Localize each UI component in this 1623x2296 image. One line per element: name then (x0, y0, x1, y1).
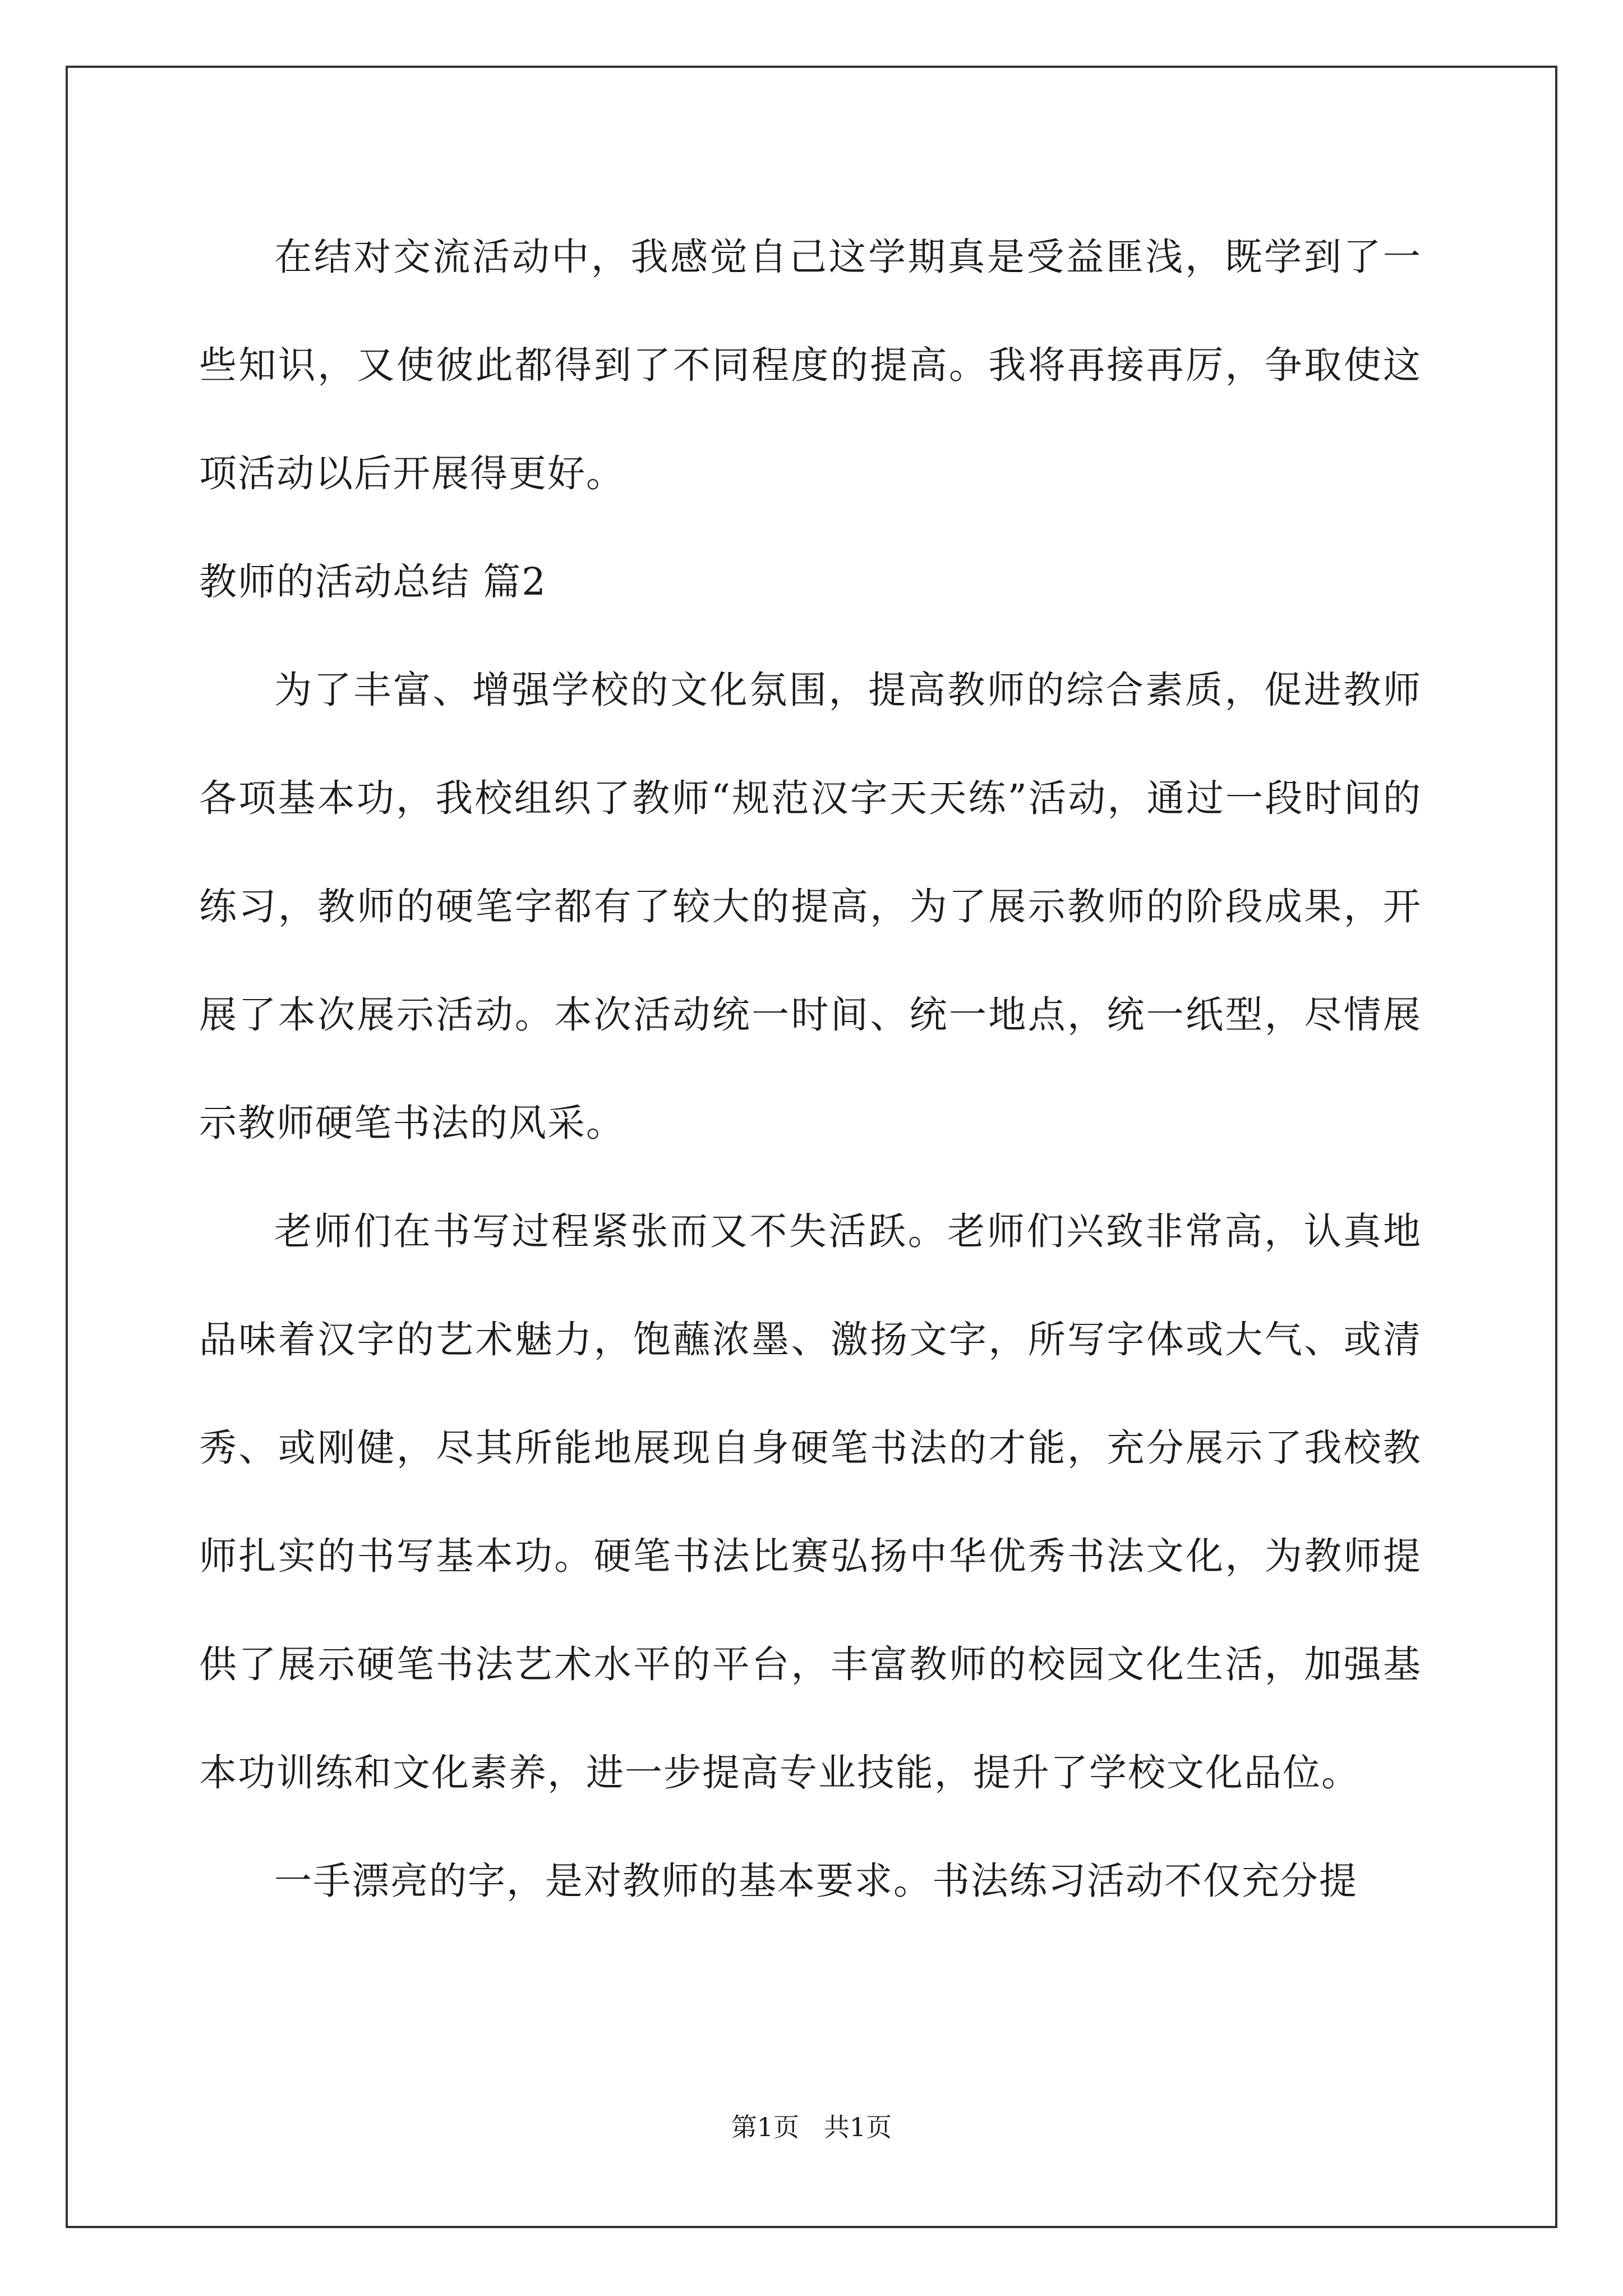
document-body (199, 203, 1422, 1935)
section-heading: 教师的活动总结 篇2 (199, 560, 547, 604)
paragraph: 为了丰富、增强学校的文化氛围，提高教师的综合素质，促进教师各项基本功，我校组织了教师“规范汉字天天练”活动，通过一段时间的练习，教师的硬笔字都有了较大的提高，为了展示教师的阶段成果，开展了本次展示活动。本次活动统一时间、统一地点，统一纸型，尽情展示教师硬笔书法的风采。 (199, 668, 1422, 1145)
page-number-footer: 第1页 共1页 (731, 2112, 892, 2142)
paragraph: 在结对交流活动中，我感觉自己这学期真是受益匪浅，既学到了一些知识，又使彼此都得到了不同程度的提高。我将再接再厉，争取使这项活动以后开展得更好。 (199, 235, 1422, 495)
paragraph: 老师们在书写过程紧张而又不失活跃。老师们兴致非常高，认真地品味着汉字的艺术魅力，饱蘸浓墨、激扬文字，所写字体或大气、或清秀、或刚健，尽其所能地展现自身硬笔书法的才能，充分展示了我校教师扎实的书写基本功。硬笔书法比赛弘扬中华优秀书法文化，为教师提供了展示硬笔书法艺术水平的平台，丰富教师的校园文化生活，加强基本功训练和文化素养，进一步提高专业技能，提升了学校文化品位。 (199, 1209, 1422, 1795)
paragraph: 一手漂亮的字，是对教师的基本要求。书法练习活动不仅充分提 (274, 1859, 1358, 1903)
